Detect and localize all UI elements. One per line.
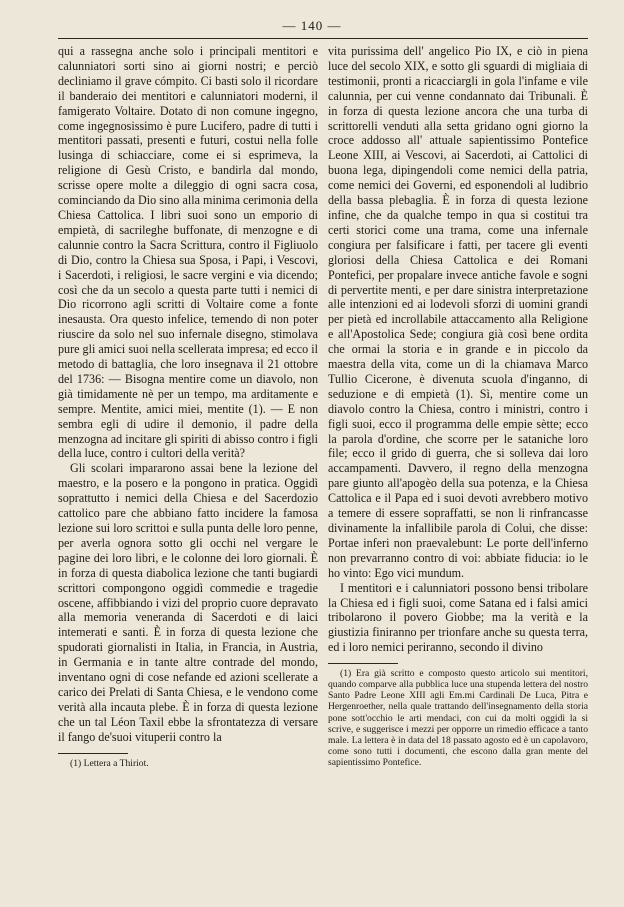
page-number: — 140 — — [282, 18, 342, 33]
right-footnote: (1) Era già scritto e composto questo articolo sui mentitori, quando comparve alla pubblica luce una stupenda lettera del nostro Santo Padre Leone XIII agli Em.mi Cardinali De Luca, Pitra e Hergenroether, nella quale trattando dell'insegnamento della storia pone sott'occhio le arti mendaci, con cui da molti oggidì la si scrive, e suggerisce i mezzi per opporre un rimedio efficace a tanto male. La lettera è in data del 18 passato agosto ed è un capolavoro, come sono tutti i documenti, che escono dalla gran mente del sapientissimo Pontefice. — [328, 668, 588, 768]
right-paragraph-2: I mentitori e i calunniatori possono bensi tribolare la Chiesa ed i figli suoi, come Satana ed i falsi amici tribolarono il povero Giobbe; ma la verità e la giustizia finiranno per trionfare anche su questa terra, ed i loro nemici periranno, secondo il divino — [328, 580, 588, 655]
right-footnote-rule — [328, 663, 398, 664]
left-paragraph-1: qui a rassegna anche solo i principali mentitori e calunniatori sorti sino ai giorni nostri; e perciò decliniamo il grave cómpito. Ci basti solo il ricordare il banderaio dei mentitori e calunniatori moderni, il famigerato Voltaire. Dotato di non comune ingegno, come ingegnosissimo è pure Lucifero, padre di tutti i mentitori passati, presenti e futuri, costui nella folle lusinga di schiacciare, come ei si esprimeva, la religione di Gesù Cristo, e bandirla dal mondo, scrisse opere molte a dileggio di ogni sacra cosa, cominciando da Dio sino alla minima cerimonia della Chiesa Cattolica. I libri suoi sono un emporio di empietà, di sacrileghe buffonate, di menzogne e di calunnie contro la Sacra Scrittura, contro il Figliuolo di Dio, contro la Chiesa sua Sposa, i Papi, i Vescovi, i Sacerdoti, i religiosi, le sacre vergini e via dicendo; così che da un secolo a questa parte tutti i nemici di Dio ricorrono agli scritti di Voltaire come a fonte inesausta. Ora questo infelice, temendo di non poter riuscire da solo nel suo infernale disegno, stimolava pure gli amici suoi nella scellerata impresa; ed ecco il metodo di battaglia, che loro insegnava il 21 ottobre del 1736: — Bisogna mentire come un diavolo, non già timidamente nè per un tempo, ma arditamente e sempre. Mentite, amici miei, mentite (1). — E non sembra egli di udire il demonio, il padre della menzogna ad incitare gli spiriti di abisso contro i figli della luce, contro i cultori della verità? — [58, 44, 318, 461]
left-footnote: (1) Lettera a Thiriot. — [70, 757, 149, 769]
left-paragraph-2: Gli scolari impararono assai bene la lezione del maestro, e la posero e la pongono in pratica. Oggidì soprattutto i nemici della Chiesa e del Sacerdozio cattolico pare che abbiano fatto incidere la famosa lezione sui loro scrittoi e sulla punta delle loro penne, per averla ognora sotto gli occhi nel vergare le pagine dei loro libri, e le colonne dei loro giornali. È in forza di questa diabolica lezione che tanti bugiardi scrittori compongono oggidì commedie e tragedie oscene, affibbiando i vizi del proprio cuore depravato alla memoria veneranda di Sacerdoti e di laici intemerati e santi. È in forza di questa lezione che spudorati giornalisti in Italia, in Francia, in Austria, in Germania e in tante altre contrade del mondo, inventano ogni di cose nefande ed azioni scellerate a carico dei Prelati di Santa Chiesa, e le vendono come verità alla incauta plebe. È in forza di questa lezione che un tal Léon Taxil ebbe la sfrontatezza di versare il fango de'suoi vituperii contro la — [58, 461, 318, 744]
left-column — [58, 44, 318, 769]
header-rule — [58, 38, 588, 39]
right-column — [328, 44, 588, 768]
right-paragraph-1: vita purissima dell' angelico Pio IX, e ciò in piena luce del secolo XIX, e sotto gli sguardi di migliaia di testimonii, pronti a ricacciargli in gola l'infame e vile calunnia, per cui venne condannato dai Tribunali. È in forza di questa lezione ancora che una turba di scrittorelli venduti alla setta gridano ogni giorno la croce addosso all' attuale sapientissimo Pontefice Leone XIII, ai Vescovi, ai Sacerdoti, ai Cattolici di buona lega, dipingendoli come nemici della patria, come nemici dei Governi, ed esponendoli al ludibrio della bassa plebaglia. È in forza di questa lezione infine, che da qualche tempo in qua si costitui tra certi storici come una trama, come una infernale congiura per falsificare i fatti, per tacere gli eventi gloriosi della Chiesa Cattolica e dei Romani Pontefici, per propalare invece antiche favole e sogni di pervertite menti, e per dare sinistra interpretazione alle intenzioni ed ai lodevoli sforzi di uomini grandi per pietà ed incrollabile attaccamento alla Religione e all'Apostolica Sede; congiura già così bene ordita che ormai la storia e in grande e in piccolo da maestra della vita, come un di la chiamava Marco Tullio Cicerone, è divenuta scuola d'inganno, di seduzione e di empietà (1). Sì, mentire come un diavolo contro la Chiesa, contro i ministri, contro i figli suoi, ecco il programma delle empie sètte; ecco la parola d'ordine, che scorre per le sataniche loro file; ecco il grido di guerra, che si solleva dai loro accampamenti. Davvero, il regno della menzogna pare giunto all'apogèo della sua potenza, e la Chiesa Cattolica e il Papa ed i suoi devoti avrebbero motivo a temere di essere sopraffatti, se non li rinfrancasse divinamente la infallibile parola di Colui, che disse: Portae inferi non praevalebunt: Le porte dell'inferno non prevarranno contro di voi: abbiate fiducia: io le ho vinto: Ego vici mundum. — [328, 44, 588, 580]
left-footnote-rule — [58, 753, 128, 754]
